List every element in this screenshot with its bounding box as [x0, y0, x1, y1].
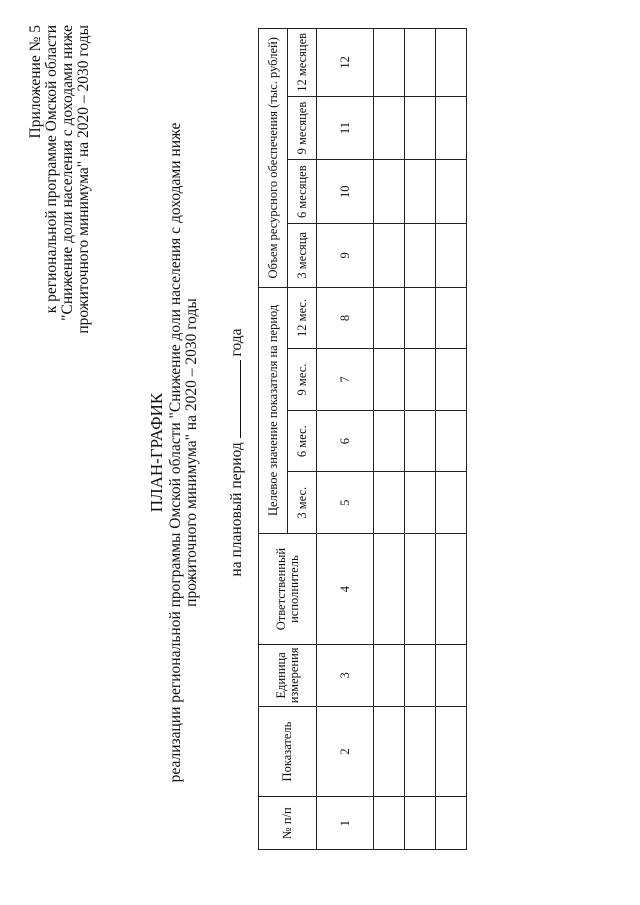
- table-cell[interactable]: [436, 645, 467, 706]
- table-cell[interactable]: [436, 534, 467, 645]
- table-cell[interactable]: [374, 645, 405, 706]
- period-suffix: года: [228, 328, 245, 357]
- header-resource-9m: 9 месяцев: [288, 96, 317, 160]
- header-indicator: Показатель: [259, 706, 317, 797]
- table-cell[interactable]: [436, 29, 467, 97]
- table-cell[interactable]: [405, 287, 436, 349]
- table-row: [374, 29, 405, 850]
- column-number-row: [317, 29, 374, 850]
- table-cell[interactable]: [436, 96, 467, 160]
- table-cell[interactable]: [436, 224, 467, 288]
- table-cell[interactable]: [405, 534, 436, 645]
- table-row: [405, 29, 436, 850]
- table-cell[interactable]: [436, 410, 467, 472]
- table-cell: 1: [317, 797, 374, 850]
- table-cell: 9: [317, 224, 374, 288]
- table-cell[interactable]: [405, 410, 436, 472]
- table-cell[interactable]: [405, 224, 436, 288]
- table-cell[interactable]: [436, 472, 467, 534]
- table-cell[interactable]: [405, 472, 436, 534]
- appendix-line-1: Приложение № 5: [27, 25, 44, 139]
- table-cell[interactable]: [374, 96, 405, 160]
- table-cell[interactable]: [374, 410, 405, 472]
- table-cell[interactable]: [436, 706, 467, 797]
- table-cell[interactable]: [374, 472, 405, 534]
- table-cell: 12: [317, 29, 374, 97]
- header-target-9m: 9 мес.: [288, 349, 317, 411]
- table-cell[interactable]: [436, 349, 467, 411]
- table-cell: 11: [317, 96, 374, 160]
- period-prefix: на плановый период: [228, 442, 245, 577]
- table-cell[interactable]: [374, 160, 405, 224]
- planned-period: [228, 0, 245, 905]
- table-cell[interactable]: [405, 349, 436, 411]
- table-cell[interactable]: [374, 534, 405, 645]
- table-cell: 3: [317, 645, 374, 706]
- header-row-1: [259, 29, 288, 850]
- appendix-line-2: к региональной программе Омской области: [43, 25, 60, 314]
- header-target-group: Целевое значение показателя на период: [259, 287, 288, 533]
- appendix-line-4: прожиточного минимума" на 2020 – 2030 годы: [75, 25, 92, 334]
- plan-table: [258, 28, 467, 850]
- subtitle-line-1: реализации региональной программы Омской области "Снижение доли населения с доходами ниже: [167, 122, 184, 783]
- header-responsible: Ответственный исполнитель: [259, 534, 317, 645]
- table-cell[interactable]: [374, 349, 405, 411]
- document-subtitle: [168, 0, 200, 905]
- table-cell[interactable]: [405, 96, 436, 160]
- table-cell[interactable]: [436, 797, 467, 850]
- table-cell[interactable]: [405, 706, 436, 797]
- table-cell[interactable]: [405, 160, 436, 224]
- table-cell: 4: [317, 534, 374, 645]
- header-resource-group: Объем ресурсного обеспечения (тыс. рублей): [259, 29, 288, 288]
- table-cell: 8: [317, 287, 374, 349]
- table-cell[interactable]: [405, 29, 436, 97]
- document-title: ПЛАН-ГРАФИК: [147, 392, 166, 513]
- header-unit: Единица измерения: [259, 645, 317, 706]
- header-resource-6m: 6 месяцев: [288, 160, 317, 224]
- header-target-12m: 12 мес.: [288, 287, 317, 349]
- table-cell: 6: [317, 410, 374, 472]
- header-resource-3m: 3 месяца: [288, 224, 317, 288]
- table-cell: 10: [317, 160, 374, 224]
- header-num: № п/п: [259, 797, 317, 850]
- subtitle-line-2: прожиточного минимума" на 2020 – 2030 годы: [183, 298, 200, 607]
- table-cell[interactable]: [374, 224, 405, 288]
- appendix-line-3: "Снижение доли населения с доходами ниже: [59, 25, 76, 321]
- table-cell[interactable]: [436, 287, 467, 349]
- table-row: [436, 29, 467, 850]
- header-target-3m: 3 мес.: [288, 472, 317, 534]
- table-cell[interactable]: [405, 797, 436, 850]
- table-cell[interactable]: [374, 29, 405, 97]
- table-cell: 5: [317, 472, 374, 534]
- header-target-6m: 6 мес.: [288, 410, 317, 472]
- table-cell: 2: [317, 706, 374, 797]
- period-blank-field[interactable]: [228, 360, 241, 438]
- table-cell[interactable]: [405, 645, 436, 706]
- appendix-header: [28, 25, 92, 445]
- table-cell[interactable]: [374, 287, 405, 349]
- table-cell: 7: [317, 349, 374, 411]
- table-cell[interactable]: [374, 706, 405, 797]
- table-cell[interactable]: [436, 160, 467, 224]
- table-cell[interactable]: [374, 797, 405, 850]
- header-resource-12m: 12 месяцев: [288, 29, 317, 97]
